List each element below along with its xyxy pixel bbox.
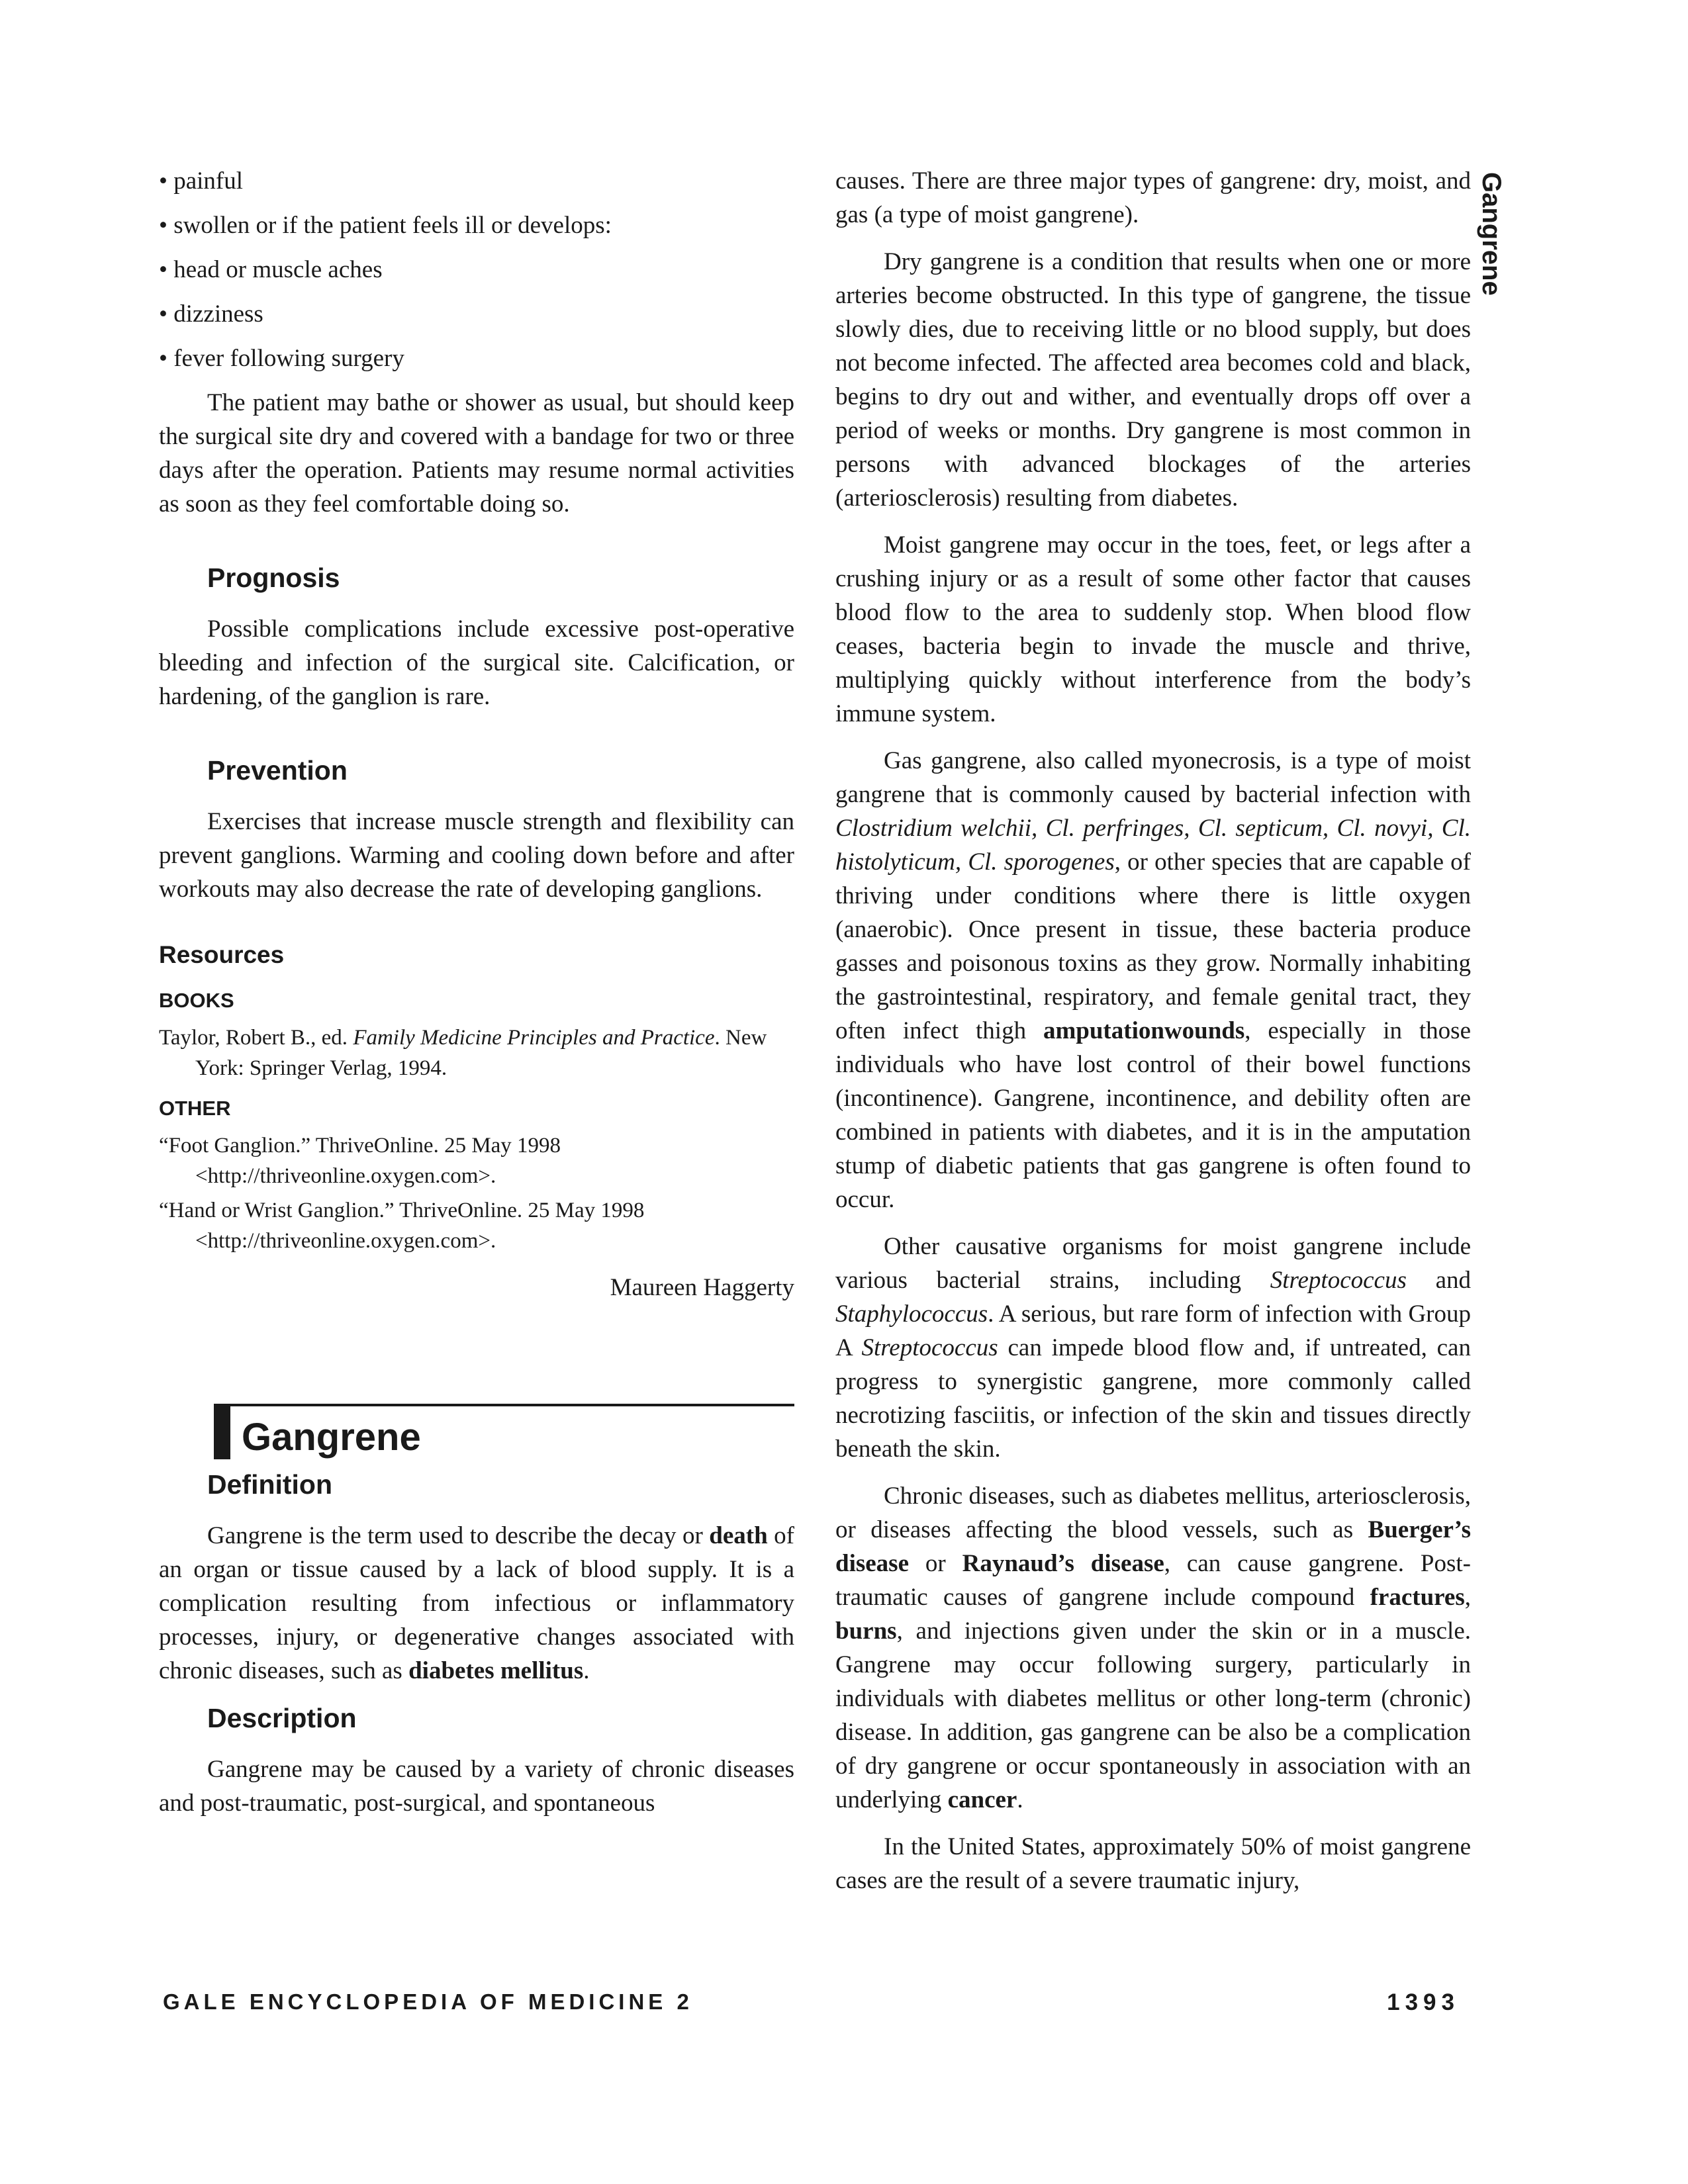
entry-title: Gangrene: [242, 1416, 421, 1459]
term-buergers-disease: Buerger’s disease: [835, 1516, 1471, 1577]
book-reference: [159, 1023, 794, 1083]
statistics-paragraph: In the United States, approximately 50% of moist gangrene cases are the result of a severe traumatic injury,: [835, 1833, 1471, 1894]
left-column: [159, 164, 794, 1833]
bullet-item: • swollen or if the patient feels ill or develops:: [159, 212, 612, 239]
running-head: Gangrene: [1477, 172, 1506, 296]
resources-heading: Resources: [159, 941, 285, 968]
footer-title: GALE ENCYCLOPEDIA OF MEDICINE 2: [163, 1989, 693, 2014]
text-run: , or other species that are capable of thriving under conditions where there is little oxygen (anaerobic). Once present in tissue, these bacteria produce gasses and poisonous toxins as they grow. Normally inhabiting the gastrointestinal, respiratory, and female genital tract, they often infect thigh: [835, 848, 1471, 1044]
gangrene-entry: [159, 1404, 794, 1820]
text-run: Gangrene is the term used to describe the decay or: [207, 1522, 710, 1549]
species-name: Streptococcus: [1270, 1267, 1407, 1294]
bullet-item: • painful: [159, 167, 244, 195]
term-raynauds-disease: Raynaud’s disease: [962, 1550, 1164, 1577]
text-run: of an organ or tissue caused by a lack of blood supply. It is a complication resulting from infectious or inflammatory processes, injury, or degenerative changes associated with chronic diseases, such as: [159, 1522, 794, 1684]
dry-gangrene-paragraph: Dry gangrene is a condition that results when one or more arteries become obstructed. In this type of gangrene, the tissue slowly dies, due to receiving little or no blood supply, but does not become infected. The affected area becomes cold and black, begins to dry out and wither, and eventually drops off over a period of weeks or months. Dry gangrene is most common in persons with advanced blockages of the arteries (arteriosclerosis) resulting from diabetes.: [835, 248, 1471, 512]
text-run: Other causative organisms for moist gangrene include various bacterial strains, including: [835, 1233, 1471, 1294]
types-paragraph: causes. There are three major types of gangrene: dry, moist, and gas (a type of moist gangrene).: [835, 167, 1471, 228]
chronic-diseases-paragraph: [835, 1479, 1471, 1817]
bullet-item: • head or muscle aches: [159, 256, 383, 283]
term-diabetes-mellitus: diabetes mellitus: [408, 1657, 584, 1684]
text-run: , can cause gangrene. Post-traumatic causes of gangrene include compound: [835, 1550, 1471, 1611]
entry-rule: [214, 1404, 794, 1406]
term-burns: burns: [835, 1617, 897, 1645]
text-run: Gas gangrene, also called myonecrosis, is a type of moist gangrene that is commonly caused by bacterial infection with: [835, 747, 1471, 808]
species-names: Clostridium welchii, Cl. perfringes, Cl. septicum, Cl. novyi, Cl. histolyticum, Cl. sporogenes: [835, 815, 1471, 876]
species-name: Streptococcus: [861, 1334, 998, 1361]
page-number: 1393: [1387, 1989, 1460, 2015]
text-run: . A serious, but rare form of infection with Group A: [835, 1300, 1471, 1361]
book-title: Family Medicine Principles and Practice: [353, 1026, 715, 1050]
bullet-item: • fever following surgery: [159, 345, 404, 372]
term-amputation-wounds: amputationwounds: [1043, 1017, 1245, 1044]
definition-paragraph: [159, 1519, 794, 1688]
right-column: [835, 164, 1471, 1911]
term-cancer: cancer: [947, 1786, 1017, 1813]
text-run: Chronic diseases, such as diabetes mellitus, arteriosclerosis, or diseases affecting the blood vessels, such as: [835, 1482, 1471, 1543]
gas-gangrene-paragraph: [835, 744, 1471, 1216]
term-fractures: fractures: [1370, 1584, 1465, 1611]
description-paragraph: Gangrene may be caused by a variety of chronic diseases and post-traumatic, post-surgical, and spontaneous: [159, 1756, 794, 1817]
description-heading: Description: [207, 1703, 357, 1733]
moist-gangrene-paragraph: Moist gangrene may occur in the toes, feet, or legs after a crushing injury or as a result of some other factor that causes blood flow to the area to suddenly stop. When blood flow ceases, bacteria begin to invade the muscle and thrive, multiplying quickly without interference from the body’s immune system.: [835, 531, 1471, 727]
prevention-paragraph: Exercises that increase muscle strength and flexibility can prevent ganglions. Warming and cooling down before and after workouts may also decrease the rate of developing ganglions.: [159, 808, 794, 903]
aftercare-paragraph: The patient may bathe or shower as usual, but should keep the surgical site dry and covered with a bandage for two or three days after the operation. Patients may resume normal activities as soon as they feel comfortable doing so.: [159, 389, 794, 518]
text-run: ,: [1464, 1584, 1471, 1611]
text-run: or: [909, 1550, 962, 1577]
prognosis-paragraph: Possible complications include excessive post-operative bleeding and infection of the surgical site. Calcification, or hardening, of the ganglion is rare.: [159, 615, 794, 710]
text-run: and: [1406, 1267, 1471, 1294]
entry-marker-bar: [214, 1404, 230, 1459]
other-reference: “Hand or Wrist Ganglion.” ThriveOnline. 25 May 1998 <http://thriveonline.oxygen.com>.: [159, 1199, 645, 1253]
text-run: , and injections given under the skin or in a muscle. Gangrene may occur following surgery, particularly in individuals with diabetes mellitus or other long-term (chronic) disease. In addition, gas gangrene can be also be a complication of dry gangrene or occur spontaneously in association with an underlying: [835, 1617, 1471, 1813]
term-death: death: [709, 1522, 768, 1549]
prevention-heading: Prevention: [207, 755, 348, 786]
book-author: Taylor, Robert B., ed.: [159, 1026, 353, 1050]
text-run: , especially in those individuals who have lost control of their bowel functions (incontinence). Gangrene, incontinence, and debility often are combined in patients with diabetes, and it is in the amputation stump of diabetic patients that gas gangrene is often found to occur.: [835, 1017, 1471, 1213]
other-reference: “Foot Ganglion.” ThriveOnline. 25 May 1998 <http://thriveonline.oxygen.com>.: [159, 1134, 561, 1188]
text-run: can impede blood flow and, if untreated, can progress to synergistic gangrene, more commonly called necrotizing fasciitis, or infection of the skin and tissues directly beneath the skin.: [835, 1334, 1471, 1463]
books-label: BOOKS: [159, 989, 234, 1012]
species-name: Staphylococcus: [835, 1300, 988, 1328]
book-publisher: . New York: Springer Verlag, 1994.: [195, 1026, 767, 1080]
prognosis-heading: Prognosis: [207, 563, 340, 593]
definition-heading: Definition: [207, 1469, 333, 1500]
text-run: .: [583, 1657, 590, 1684]
bullet-item: • dizziness: [159, 300, 263, 328]
other-label: OTHER: [159, 1097, 231, 1120]
author-signature: Maureen Haggerty: [610, 1274, 794, 1301]
organisms-paragraph: [835, 1230, 1471, 1466]
text-run: .: [1017, 1786, 1023, 1813]
